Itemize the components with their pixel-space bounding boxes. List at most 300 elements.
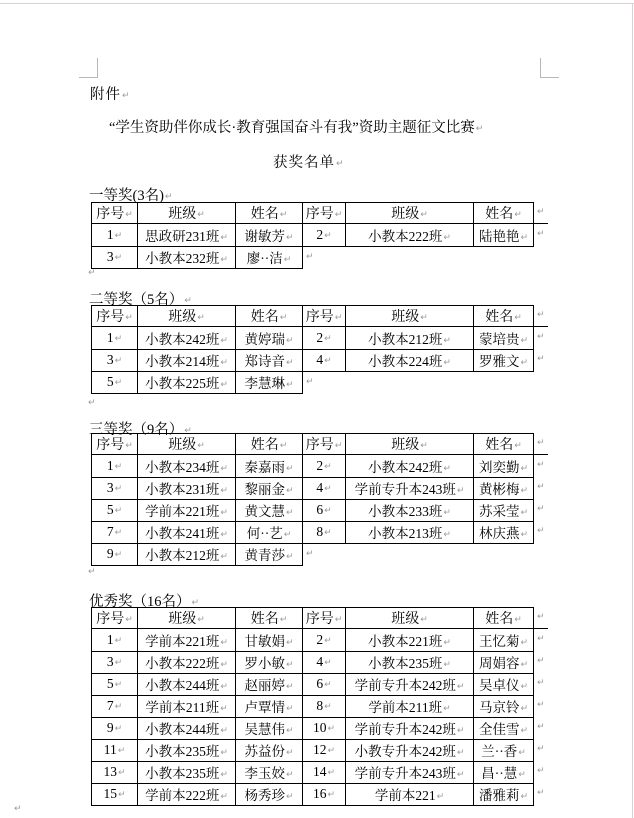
class-cell — [138, 349, 236, 371]
paragraph-mark: ↵ — [456, 770, 465, 780]
name-cell — [474, 673, 534, 695]
serial-cell-text: 4 — [316, 480, 324, 495]
paragraph-mark: ↵ — [285, 637, 294, 648]
name-cell-text: 杨秀珍 — [244, 788, 285, 803]
serial-cell-text: 6 — [316, 676, 324, 691]
serial-cell — [303, 477, 346, 499]
name-cell-text: 罗小敏 — [244, 656, 285, 671]
paragraph-mark: ↵ — [114, 635, 123, 646]
paragraph-mark: ↵ — [220, 552, 228, 563]
name-cell-text: 蒙培贵 — [478, 331, 520, 347]
name-cell-text: 全佳雪 — [478, 722, 520, 737]
serial-cell-text: 7 — [106, 698, 114, 713]
class-cell-text: 思政研231班 — [145, 228, 220, 244]
class-cell-text: 学前本221 — [374, 788, 436, 803]
serial-cell-text: 2 — [316, 457, 324, 473]
paragraph-mark: ↵ — [114, 230, 123, 241]
table-row — [92, 371, 548, 394]
paragraph-mark: ↵ — [164, 192, 173, 202]
column-header-text: 序号 — [305, 612, 334, 627]
paragraph-mark: ↵ — [114, 680, 123, 690]
name-cell — [474, 499, 534, 521]
column-header — [138, 306, 236, 327]
column-header-text: 姓名 — [250, 612, 279, 627]
serial-cell — [92, 349, 138, 371]
column-header-text: 班级 — [168, 207, 197, 222]
column-header — [346, 608, 474, 629]
paragraph-mark: ↵ — [283, 530, 292, 540]
crop-mark-top-left — [97, 58, 98, 78]
serial-cell — [92, 477, 138, 499]
class-cell — [138, 761, 236, 783]
paragraph-mark: ↵ — [520, 530, 529, 540]
paragraph-mark: ↵ — [520, 463, 529, 474]
paragraph-mark: ↵ — [117, 746, 126, 756]
award-table — [91, 305, 548, 394]
column-header-text: 姓名 — [250, 438, 279, 453]
column-header — [346, 434, 474, 455]
table-row — [92, 521, 548, 543]
paragraph-mark: ↵ — [324, 484, 332, 494]
paragraph-mark: ↵ — [114, 506, 123, 516]
serial-cell-text: 12 — [312, 742, 327, 757]
paragraph-mark: ↵ — [537, 788, 545, 798]
column-header — [303, 434, 346, 455]
row-end-mark — [534, 695, 548, 717]
serial-cell — [303, 783, 346, 805]
name-cell — [236, 455, 303, 478]
row-end-mark — [534, 717, 548, 739]
serial-cell — [303, 651, 346, 673]
class-cell — [138, 224, 236, 247]
paragraph-mark: ↵ — [114, 484, 123, 494]
paragraph-mark: ↵ — [334, 441, 343, 451]
paragraph-mark: ↵ — [537, 700, 545, 710]
paragraph-mark: ↵ — [220, 770, 228, 780]
column-header — [474, 608, 534, 629]
class-cell — [138, 783, 236, 805]
class-cell-text: 小教本233班 — [368, 504, 443, 519]
table-row — [92, 761, 548, 783]
name-cell-text: 昌··慧 — [481, 766, 518, 781]
paragraph-mark: ↵ — [114, 253, 123, 264]
crop-mark-top-right — [540, 58, 541, 78]
paragraph-mark: ↵ — [520, 704, 529, 714]
class-cell — [138, 717, 236, 739]
paragraph-mark: ↵ — [220, 508, 228, 518]
column-header — [92, 306, 138, 327]
serial-cell — [92, 695, 138, 717]
document-title-text: “学生资助伴你成长·教育强国奋斗有我”资助主题征文比赛 — [109, 120, 475, 136]
paragraph-mark: ↵ — [537, 354, 545, 364]
name-cell-text: 廖··洁 — [246, 251, 283, 267]
column-header — [303, 203, 346, 224]
name-cell-text: 黄文慧 — [244, 504, 285, 519]
paragraph-mark: ↵ — [520, 335, 529, 346]
serial-cell-text: 1 — [106, 226, 114, 242]
paragraph-mark: ↵ — [125, 441, 133, 451]
serial-cell — [303, 455, 346, 478]
class-cell-text: 小教本242班 — [368, 459, 443, 475]
paragraph-mark: ↵ — [306, 251, 314, 262]
class-cell — [138, 246, 236, 269]
paragraph-mark: ↵ — [114, 528, 123, 538]
table-row — [92, 543, 548, 566]
paragraph-mark: ↵ — [520, 486, 529, 496]
paragraph-mark: ↵ — [220, 255, 228, 266]
name-cell-text: 甘敏娟 — [244, 633, 285, 649]
row-end-mark — [534, 306, 548, 327]
paragraph-mark: ↵ — [456, 726, 465, 736]
class-cell — [346, 349, 474, 371]
name-cell — [236, 246, 303, 269]
name-cell-text: 谢敏芳 — [244, 228, 285, 244]
name-cell-text: 何··艺 — [246, 526, 283, 541]
name-cell-text: 马京铃 — [478, 700, 520, 715]
name-cell — [474, 651, 534, 673]
column-header-text: 序号 — [305, 438, 334, 453]
paragraph-mark: ↵ — [518, 770, 526, 780]
serial-cell-text: 5 — [106, 502, 114, 517]
column-header-text: 序号 — [96, 207, 125, 222]
row-end-mark — [534, 651, 548, 673]
class-cell — [346, 739, 474, 761]
table-row — [92, 349, 548, 371]
paragraph-mark: ↵ — [220, 530, 228, 540]
paragraph-mark: ↵ — [197, 210, 205, 220]
class-cell-text: 学前本211班 — [368, 700, 443, 715]
name-cell — [236, 739, 303, 761]
row-end-mark — [534, 203, 548, 224]
paragraph-mark: ↵ — [306, 548, 314, 559]
paragraph-mark: ↵ — [125, 615, 133, 625]
paragraph-mark: ↵ — [114, 550, 123, 561]
serial-cell-text: 4 — [316, 654, 324, 669]
paragraph-mark: ↵ — [184, 426, 192, 436]
table-row — [92, 499, 548, 521]
paragraph-mark: ↵ — [285, 335, 294, 346]
serial-cell-text: 5 — [106, 374, 114, 390]
paragraph-mark: ↵ — [537, 332, 545, 342]
serial-cell-text: 10 — [312, 720, 327, 735]
paragraph-mark: ↵ — [443, 637, 451, 648]
paragraph-mark: ↵ — [279, 441, 288, 451]
paragraph-mark: ↵ — [285, 660, 294, 670]
class-cell-text: 小教本222班 — [145, 656, 220, 671]
table-header-row — [92, 608, 548, 629]
paragraph-mark: ↵ — [324, 658, 332, 668]
class-cell-text: 学前本222班 — [145, 788, 220, 803]
class-cell-text: 学前专升本242班 — [354, 722, 456, 737]
paragraph-mark: ↵ — [537, 722, 545, 732]
paragraph-mark: ↵ — [324, 528, 332, 538]
paragraph-mark: ↵ — [334, 210, 343, 220]
name-cell-text: 黄彬梅 — [478, 482, 520, 497]
table-header-row — [92, 203, 548, 224]
row-end-mark — [534, 499, 548, 521]
column-header — [236, 306, 303, 327]
paragraph-mark: ↵ — [285, 770, 294, 780]
name-cell — [474, 349, 534, 371]
table-row — [92, 455, 548, 478]
serial-cell-text: 6 — [316, 502, 324, 517]
serial-cell — [92, 651, 138, 673]
paragraph-mark: ↵ — [324, 461, 332, 472]
paragraph-mark: ↵ — [279, 615, 288, 625]
paragraph-mark: ↵ — [117, 790, 126, 800]
class-cell — [346, 455, 474, 478]
paragraph-mark: ↵ — [456, 486, 465, 496]
table-row — [92, 327, 548, 350]
column-header — [236, 608, 303, 629]
serial-cell — [303, 673, 346, 695]
paragraph-mark: ↵ — [420, 615, 428, 625]
paragraph-mark: ↵ — [537, 229, 545, 239]
crop-mark-top-right — [540, 77, 559, 78]
paragraph-mark: ↵ — [114, 702, 123, 712]
paragraph-mark: ↵ — [285, 552, 294, 563]
name-cell-text: 罗雅文 — [478, 354, 520, 369]
class-cell-text: 小教本212班 — [145, 548, 220, 564]
class-cell-text: 小教本235班 — [368, 656, 443, 671]
award-table — [91, 607, 548, 806]
class-cell — [346, 761, 474, 783]
paragraph-mark: ↵ — [334, 615, 343, 625]
class-cell-text: 小教专升本242班 — [354, 744, 456, 759]
name-cell — [474, 761, 534, 783]
serial-cell — [303, 717, 346, 739]
class-cell-text: 小教本235班 — [145, 766, 220, 781]
page-top-edge — [0, 3, 634, 4]
class-cell-text: 学前本211班 — [145, 700, 220, 715]
serial-cell — [303, 629, 346, 652]
paragraph-mark: ↵ — [537, 678, 545, 688]
serial-cell — [92, 629, 138, 652]
name-cell-text: 秦嘉雨 — [244, 459, 285, 475]
class-cell — [346, 327, 474, 350]
column-header — [474, 203, 534, 224]
name-cell-text: 黄青莎 — [244, 548, 285, 564]
paragraph-mark: ↵ — [537, 309, 545, 320]
class-cell-text: 学前本221班 — [145, 504, 220, 519]
paragraph-mark: ↵ — [220, 358, 228, 368]
class-cell — [138, 499, 236, 521]
paragraph-mark: ↵ — [537, 744, 545, 754]
serial-cell-text: 15 — [103, 786, 117, 801]
class-cell — [346, 717, 474, 739]
paragraph-mark: ↵ — [220, 792, 228, 802]
paragraph-mark: ↵ — [285, 726, 294, 736]
paragraph-mark: ↵ — [285, 358, 294, 368]
paragraph-mark: ↵ — [514, 313, 522, 323]
name-cell — [474, 695, 534, 717]
paragraph-mark: ↵ — [324, 356, 332, 366]
column-header-text: 姓名 — [250, 207, 279, 222]
class-cell — [138, 477, 236, 499]
paragraph-mark: ↵ — [324, 635, 332, 646]
paragraph-mark: ↵ — [306, 376, 314, 387]
paragraph-mark: ↵ — [220, 463, 228, 474]
paragraph-mark: ↵ — [537, 766, 545, 776]
serial-cell-text: 5 — [106, 676, 114, 691]
name-cell-text: 潘雅莉 — [478, 788, 520, 803]
paragraph-mark: ↵ — [520, 792, 529, 802]
paragraph-mark: ↵ — [114, 658, 123, 668]
paragraph-mark: ↵ — [220, 335, 228, 346]
class-cell — [138, 371, 236, 394]
paragraph-mark: ↵ — [125, 313, 133, 323]
paragraph-mark: ↵ — [443, 508, 451, 518]
paragraph-mark: ↵ — [285, 232, 294, 243]
table-row — [92, 651, 548, 673]
name-cell — [474, 521, 534, 543]
column-header — [303, 306, 346, 327]
paragraph-mark: ↵ — [514, 615, 522, 625]
table-row — [92, 739, 548, 761]
name-cell — [236, 327, 303, 350]
paragraph-mark: ↵ — [125, 210, 133, 220]
column-header — [474, 434, 534, 455]
serial-cell — [303, 224, 346, 247]
paragraph-mark: ↵ — [191, 598, 200, 608]
class-cell-text: 学前专升本243班 — [354, 766, 456, 781]
paragraph-mark: ↵ — [443, 358, 451, 368]
name-cell — [236, 543, 303, 566]
serial-cell — [92, 739, 138, 761]
name-cell-text: 李玉姣 — [244, 766, 285, 781]
name-cell — [236, 371, 303, 394]
paragraph-mark: ↵ — [520, 508, 529, 518]
paragraph-mark: ↵ — [220, 682, 228, 692]
serial-cell — [303, 695, 346, 717]
paragraph-mark: ↵ — [88, 268, 96, 278]
column-header-text: 姓名 — [485, 310, 514, 325]
name-cell — [474, 717, 534, 739]
paragraph-mark: ↵ — [537, 437, 545, 448]
paragraph-mark: ↵ — [285, 704, 294, 714]
serial-cell-text: 7 — [106, 524, 114, 539]
column-header — [346, 203, 474, 224]
paragraph-mark: ↵ — [279, 313, 288, 323]
row-end-mark — [303, 246, 548, 269]
class-cell-text: 小教本244班 — [145, 722, 220, 737]
column-header-text: 班级 — [168, 438, 197, 453]
section-heading-text: 一等奖(3名) — [89, 188, 164, 204]
class-cell — [346, 651, 474, 673]
paragraph-mark: ↵ — [285, 486, 294, 496]
name-cell-text: 周娟容 — [478, 656, 520, 671]
serial-cell — [92, 543, 138, 566]
paragraph-mark: ↵ — [285, 748, 294, 758]
award-table — [91, 433, 548, 566]
paragraph-mark: ↵ — [520, 726, 529, 736]
table-header-row — [92, 306, 548, 327]
name-cell — [474, 629, 534, 652]
column-header-text: 班级 — [391, 207, 420, 222]
class-cell-text: 小教本234班 — [145, 459, 220, 475]
paragraph-mark: ↵ — [443, 704, 451, 714]
serial-cell-text: 1 — [106, 631, 114, 647]
name-cell-text: 刘奕勤 — [478, 459, 520, 475]
paragraph-mark: ↵ — [285, 508, 294, 518]
paragraph-mark: ↵ — [520, 358, 529, 368]
column-header-text: 姓名 — [485, 207, 514, 222]
paragraph-mark: ↵ — [520, 660, 529, 670]
serial-cell — [92, 327, 138, 350]
column-header-text: 姓名 — [485, 438, 514, 453]
class-cell — [138, 327, 236, 350]
paragraph-mark: ↵ — [420, 313, 428, 323]
class-cell-text: 小教本242班 — [145, 331, 220, 347]
name-cell — [236, 477, 303, 499]
class-cell — [346, 673, 474, 695]
column-header-text: 姓名 — [250, 310, 279, 325]
serial-cell-text: 3 — [106, 480, 114, 495]
row-end-mark — [534, 327, 548, 350]
name-cell — [236, 695, 303, 717]
column-header — [303, 608, 346, 629]
paragraph-mark: ↵ — [114, 378, 123, 389]
paragraph-mark: ↵ — [88, 567, 96, 577]
table-row — [92, 673, 548, 695]
attachment-text: 附件 — [90, 87, 121, 103]
class-cell-text: 小教本221班 — [368, 633, 443, 649]
name-cell — [236, 521, 303, 543]
row-end-mark — [534, 629, 548, 652]
column-header-text: 班级 — [168, 612, 197, 627]
paragraph-mark: ↵ — [220, 660, 228, 670]
name-cell — [474, 783, 534, 805]
paragraph-mark: ↵ — [114, 356, 123, 366]
row-end-mark — [534, 608, 548, 629]
paragraph-mark: ↵ — [197, 615, 205, 625]
paragraph-mark: ↵ — [197, 441, 205, 451]
paragraph-mark: ↵ — [114, 333, 123, 344]
paragraph-mark: ↵ — [518, 748, 526, 758]
column-header-text: 序号 — [305, 310, 334, 325]
column-header-text: 序号 — [96, 310, 125, 325]
paragraph-mark: ↵ — [436, 792, 445, 802]
class-cell-text: 小教本214班 — [145, 354, 220, 369]
paragraph-mark: ↵ — [88, 398, 96, 408]
class-cell-text: 小教本222班 — [368, 228, 443, 244]
paragraph-mark: ↵ — [336, 159, 345, 169]
name-cell — [236, 629, 303, 652]
name-cell-text: 兰··香 — [481, 744, 518, 759]
paragraph-mark: ↵ — [324, 702, 332, 712]
serial-cell-text: 8 — [316, 524, 324, 539]
class-cell-text: 小教本232班 — [145, 251, 220, 267]
name-cell-text: 王忆菊 — [478, 633, 520, 649]
name-cell-text: 李慧琳 — [244, 376, 285, 392]
table-row — [92, 224, 548, 247]
class-cell — [138, 521, 236, 543]
paragraph-mark: ↵ — [220, 748, 228, 758]
section-heading-text: 二等奖（5名） — [89, 292, 184, 308]
section-heading-text: 三等奖（9名） — [89, 422, 184, 438]
serial-cell — [92, 371, 138, 394]
serial-cell — [92, 673, 138, 695]
name-cell — [236, 499, 303, 521]
paragraph-mark: ↵ — [537, 504, 545, 514]
paragraph-mark: ↵ — [514, 441, 522, 451]
class-cell — [346, 224, 474, 247]
name-cell — [236, 673, 303, 695]
name-cell-text: 陆艳艳 — [478, 228, 520, 244]
serial-cell-text: 3 — [106, 654, 114, 669]
name-cell-text: 卢覃情 — [244, 700, 285, 715]
class-cell — [346, 629, 474, 652]
